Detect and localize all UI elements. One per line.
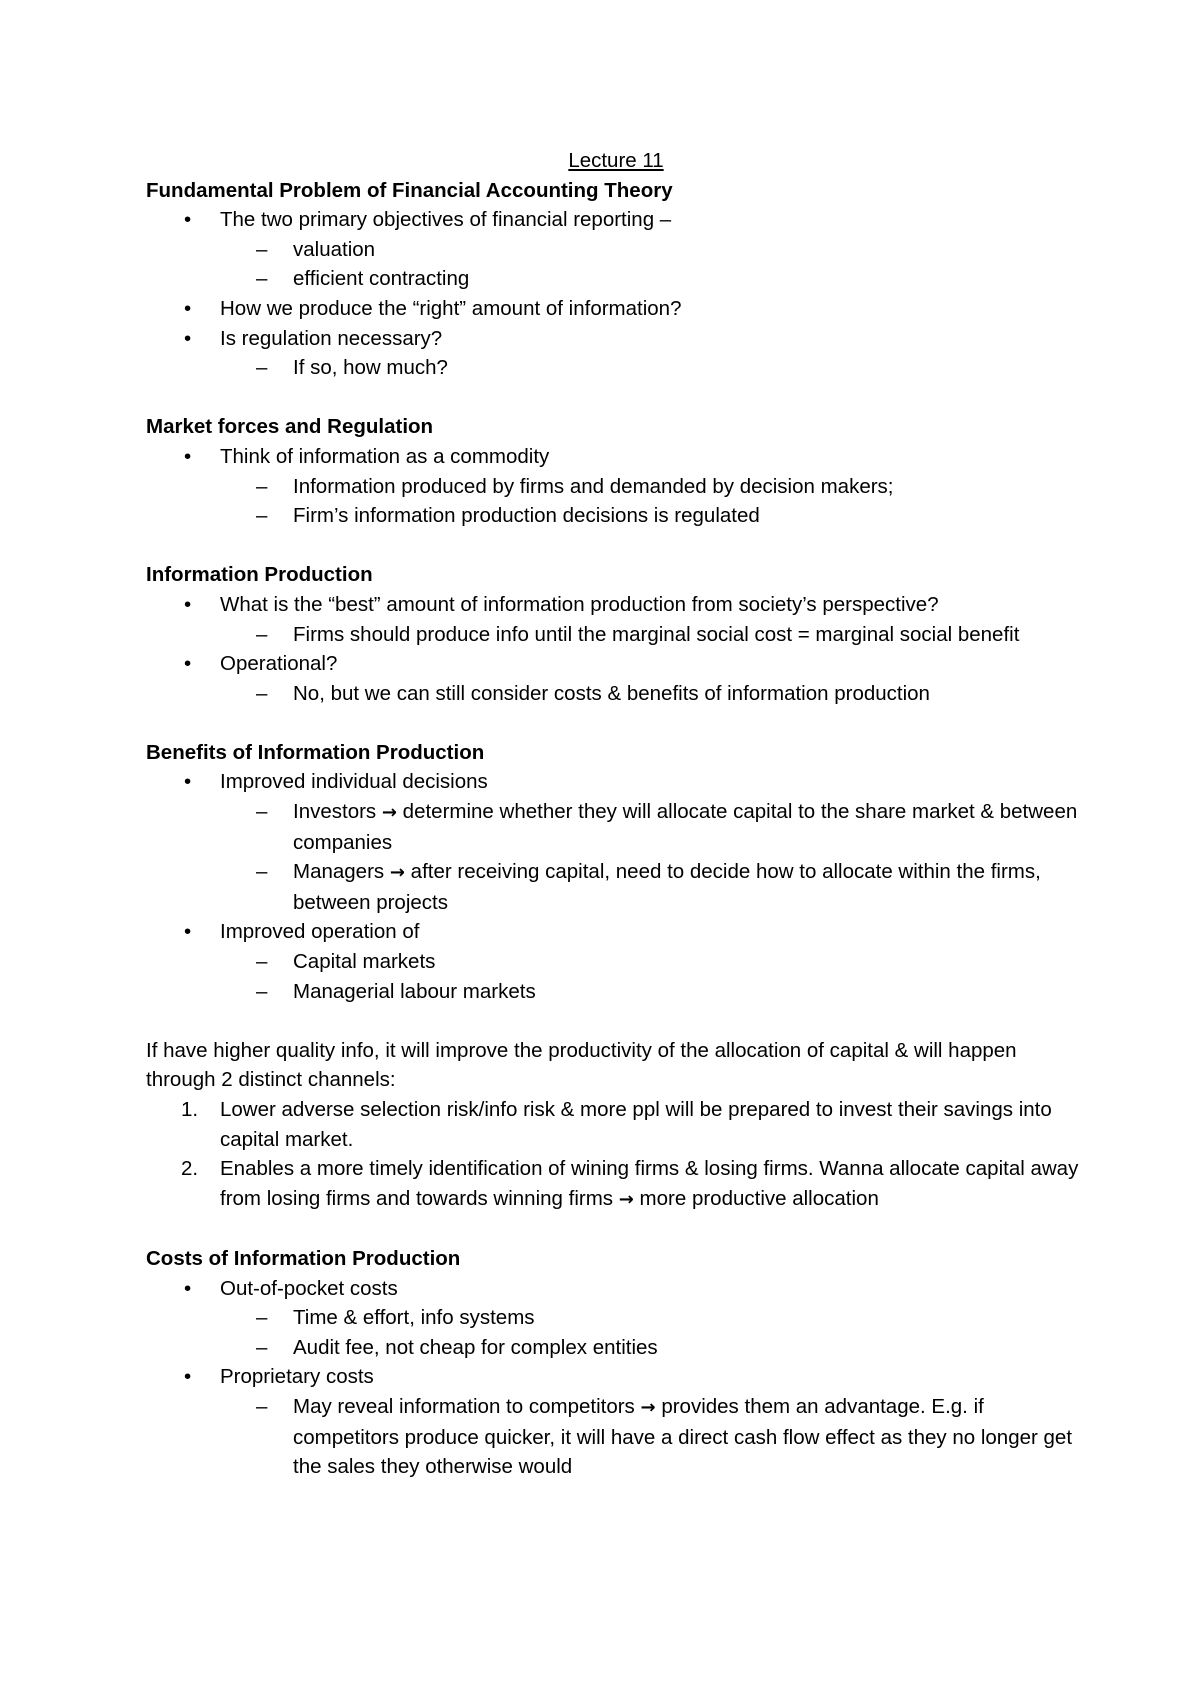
dash-icon: –: [256, 474, 268, 498]
list-item-text: Time & effort, info systems: [293, 1306, 535, 1330]
list-item-text: Improved operation of: [220, 920, 420, 944]
sub-list-item: [146, 620, 1086, 650]
list-item: [146, 649, 1086, 679]
list-item-text-lead: Managers: [293, 860, 385, 884]
numbered-item: [146, 1154, 1086, 1214]
bullet-icon: •: [184, 592, 192, 616]
sub-list-item: [146, 1303, 1086, 1333]
list-item-text-lead: Investors: [293, 800, 377, 824]
dash-icon: –: [256, 979, 268, 1003]
bullet-icon: •: [184, 444, 192, 468]
arrow-right-icon: →: [618, 1188, 634, 1210]
list-item-text: Think of information as a commodity: [220, 444, 550, 468]
list-item-text: Is regulation necessary?: [220, 326, 443, 350]
list-item-text: Capital markets: [293, 950, 436, 974]
section-heading-fundamental-problem: Fundamental Problem of Financial Accounting Theory: [146, 178, 673, 202]
channels-paragraph: If have higher quality info, it will improve the productivity of the allocation of capital & will happen through 2 distinct channels:: [146, 1038, 1017, 1092]
sub-list-item: [146, 857, 1086, 917]
arrow-right-icon: →: [640, 1396, 656, 1418]
list-item: [146, 917, 1086, 947]
sub-list-item: [146, 501, 1086, 531]
list-item-text: Managerial labour markets: [293, 979, 536, 1003]
sub-list-item: [146, 264, 1086, 294]
list-item-text: The two primary objectives of financial reporting –: [220, 208, 672, 232]
sub-list-item: [146, 235, 1086, 265]
spacer: [146, 383, 1086, 413]
sub-list-item: [146, 1333, 1086, 1363]
spacer: [146, 531, 1086, 561]
spacer: [146, 1214, 1086, 1244]
dash-icon: –: [256, 681, 268, 705]
section-heading-costs: Costs of Information Production: [146, 1246, 461, 1270]
dash-icon: –: [256, 356, 268, 380]
dash-icon: –: [256, 860, 268, 884]
list-item: [146, 442, 1086, 472]
list-item-text: Operational?: [220, 652, 338, 676]
list-item-text-lead: Enables a more timely identification of wining firms & losing firms. Wanna allocate capital away from losing firms and towards winning firms: [220, 1157, 1079, 1210]
list-item: [146, 205, 1086, 235]
list-item-text: What is the “best” amount of information production from society’s perspective?: [220, 592, 939, 616]
list-item-text: determine whether they will allocate capital to the share market & between companies: [293, 800, 1078, 854]
lecture-notes: [146, 146, 1086, 1482]
list-item-text: Proprietary costs: [220, 1365, 374, 1389]
bullet-icon: •: [184, 920, 192, 944]
market-forces-list: [146, 442, 1086, 531]
number-label: 1.: [181, 1098, 199, 1121]
channels-numbered-list: [146, 1095, 1086, 1214]
dash-icon: –: [256, 622, 268, 646]
list-item: [146, 590, 1086, 620]
number-label: 2.: [181, 1157, 199, 1181]
list-item-text: How we produce the “right” amount of information?: [220, 296, 682, 320]
numbered-item: [146, 1095, 1086, 1154]
bullet-icon: •: [184, 208, 192, 232]
dash-icon: –: [256, 504, 268, 528]
dash-icon: –: [256, 950, 268, 974]
list-item-text: efficient contracting: [293, 267, 470, 291]
section-heading-benefits: Benefits of Information Production: [146, 740, 485, 764]
bullet-icon: •: [184, 1276, 192, 1300]
page-title: Lecture 11: [568, 149, 664, 172]
list-item: [146, 294, 1086, 324]
fundamental-problem-list: [146, 205, 1086, 383]
list-item-text: valuation: [293, 237, 376, 261]
sub-list-item: [146, 977, 1086, 1007]
list-item: [146, 1362, 1086, 1392]
bullet-icon: •: [184, 296, 192, 320]
bullet-icon: •: [184, 326, 192, 350]
list-item: [146, 324, 1086, 354]
sub-list-item: [146, 947, 1086, 977]
bullet-icon: •: [184, 652, 192, 676]
list-item-text-lead: May reveal information to competitors: [293, 1394, 635, 1418]
spacer: [146, 708, 1086, 738]
dash-icon: –: [256, 1394, 268, 1418]
sub-list-item: [146, 353, 1086, 383]
list-item-text: more productive allocation: [639, 1186, 879, 1210]
list-item-text: provides them an advantage. E.g. if competitors produce quicker, it will have a direct cash flow effect as they no longer get the sales they otherwise would: [293, 1394, 1073, 1479]
bullet-icon: •: [184, 770, 192, 794]
list-item-text: Information produced by firms and demanded by decision makers;: [293, 474, 894, 498]
bullet-icon: •: [184, 1365, 192, 1389]
dash-icon: –: [256, 1306, 268, 1330]
list-item-text: Improved individual decisions: [220, 770, 488, 794]
list-item-text: Audit fee, not cheap for complex entities: [293, 1335, 658, 1359]
sub-list-item: [146, 1392, 1086, 1482]
list-item-text: Out-of-pocket costs: [220, 1276, 398, 1300]
section-heading-market-forces: Market forces and Regulation: [146, 415, 434, 439]
information-production-list: [146, 590, 1086, 708]
list-item-text: Firm’s information production decisions is regulated: [293, 504, 760, 528]
list-item-text: Firms should produce info until the marginal social cost = marginal social benefit: [293, 622, 1020, 646]
arrow-right-icon: →: [389, 862, 405, 884]
list-item: [146, 767, 1086, 797]
dash-icon: –: [256, 267, 268, 291]
dash-icon: –: [256, 237, 268, 261]
list-item: [146, 1274, 1086, 1304]
costs-list: [146, 1274, 1086, 1482]
spacer: [146, 1006, 1086, 1036]
list-item-text: Lower adverse selection risk/info risk & more ppl will be prepared to invest their savings into capital market.: [220, 1098, 1052, 1151]
sub-list-item: [146, 679, 1086, 709]
section-heading-information-production: Information Production: [146, 563, 373, 587]
arrow-right-icon: →: [381, 802, 397, 824]
dash-icon: –: [256, 800, 268, 824]
list-item-text: If so, how much?: [293, 356, 448, 380]
sub-list-item: [146, 472, 1086, 502]
list-item-text: after receiving capital, need to decide how to allocate within the firms, between projects: [293, 860, 1041, 914]
list-item-text: No, but we can still consider costs & benefits of information production: [293, 681, 930, 705]
sub-list-item: [146, 797, 1086, 857]
dash-icon: –: [256, 1335, 268, 1359]
benefits-list: [146, 767, 1086, 1006]
